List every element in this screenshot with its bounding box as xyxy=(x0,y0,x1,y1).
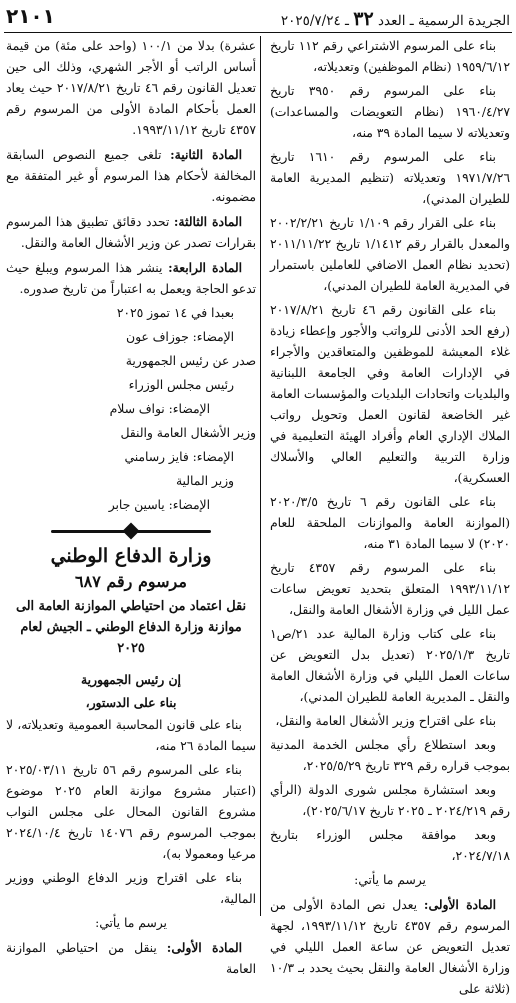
paragraph xyxy=(6,495,256,516)
article-label: المادة الأولى: xyxy=(166,940,243,955)
paragraph xyxy=(270,558,510,621)
paragraph xyxy=(6,36,256,141)
paragraph xyxy=(270,81,510,144)
paragraph-text: الإمضاء: نواف سلام xyxy=(109,402,210,416)
paragraph-text: الإمضاء: فايز رسامني xyxy=(124,450,234,464)
paragraph xyxy=(6,375,256,396)
paragraph-text: يرسم ما يأتي: xyxy=(354,873,426,887)
paragraph-text: وزير المالية xyxy=(175,474,234,488)
left-column xyxy=(6,36,256,983)
issue-date: ـ ٢٠٢٥/٧/٢٤ xyxy=(280,13,349,29)
paragraph-text: تلغى جميع النصوص السابقة المخالفة لأحكام هذا المرسوم أو غير المتفقة مع مضمونه. xyxy=(6,148,256,204)
paragraph xyxy=(6,447,256,468)
article-label: المادة الأولى: xyxy=(423,897,497,912)
section-ornament xyxy=(51,522,211,540)
paragraph-text: ينشر هذا المرسوم ويبلغ حيث تدعو الحاجة ويعمل به اعتباراً من تاريخ صدوره. xyxy=(6,261,256,296)
paragraph-text: الإمضاء: ياسين جابر xyxy=(108,498,210,512)
article-paragraph xyxy=(6,257,256,300)
right-column xyxy=(270,36,510,1003)
ornament-diamond xyxy=(123,523,140,540)
paragraph-text: الإمضاء: جوزاف عون xyxy=(126,330,234,344)
paragraph-text: بناء على المرسوم رقم ١٦١٠ تاريخ ١٩٧١/٧/٢٦ وتعديلاته (تنظيم المديرية العامة للطيران المدني)، xyxy=(270,150,510,206)
paragraph xyxy=(6,423,256,444)
previous-decree-end xyxy=(6,36,256,300)
paragraph xyxy=(270,780,510,822)
article-paragraph xyxy=(6,211,256,254)
paragraph-text: عشرة) بدلا من ١٠٠/١ (واحد على مئة) من قيمة أساس الراتب أو الأجر الشهري، وذلك الى حين تعديل القانون رقم ٤٦ تاريخ ٢٠١٧/٨/٢١ حيث يعاد العمل بأحكام المادة الأولى من المرسوم رقم ٤٣٥٧ تاريخ ١٩٩٣/١١/١٢. xyxy=(6,39,256,137)
paragraph xyxy=(270,492,510,555)
paragraph-text: رئيس مجلس الوزراء xyxy=(128,378,234,392)
decree-body xyxy=(6,715,256,980)
paragraph xyxy=(270,735,510,777)
paragraph xyxy=(270,300,510,489)
paragraph-text: وزير الأشغال العامة والنقل xyxy=(120,426,256,440)
decree-number: مرسوم رقم ٦٨٧ xyxy=(75,572,187,591)
president-line: إن رئيس الجمهورية xyxy=(81,672,181,687)
paragraph-text: بناء على المرسوم الاشتراعي رقم ١١٢ تاريخ ١٩٥٩/٦/١٢ (نظام الموظفين) وتعديلاته، xyxy=(270,39,510,74)
paragraph-text: يرسم ما يأتي: xyxy=(95,916,167,930)
gazette-title-text: الجريدة الرسمية ـ العدد xyxy=(378,13,510,29)
signatures-block xyxy=(6,303,256,516)
paragraph-text: بناء على القانون رقم ٦ تاريخ ٢٠٢٠/٣/٥ (الموازنة العامة والموازنات الملحقة للعام ٢٠٢٠) لا سيما المادة ٣١ منه، xyxy=(270,495,510,551)
paragraph xyxy=(270,624,510,708)
ministry-heading: وزارة الدفاع الوطني xyxy=(50,545,212,567)
paragraph-text: وبعد موافقة مجلس الوزراء بتاريخ ٢٠٢٤/٧/١٨، xyxy=(270,828,510,863)
article-paragraph xyxy=(270,894,510,1000)
paragraph xyxy=(6,351,256,372)
paragraph xyxy=(6,327,256,348)
paragraph xyxy=(6,913,256,934)
paragraph-text: بناء على المرسوم رقم ٤٣٥٧ تاريخ ١٩٩٣/١١/١٢ المتعلق بتحديد تعويض ساعات عمل الليل في وزارة الأشغال العامة والنقل، xyxy=(270,561,510,617)
paragraph-text: بناء على القرار رقم ١/١٠٩ تاريخ ٢٠٠٢/٢/٢١ والمعدل بالقرار رقم ١/١٤١٢ تاريخ ٢٠١١/١١/٢٢ (تحديد نظام العمل الاضافي للعاملين باستمرار في المديرية العامة للطيران المدني)، xyxy=(270,216,510,293)
constitution-line: بناء على الدستور، xyxy=(85,695,177,710)
article-label: المادة الثالثة: xyxy=(173,214,242,229)
column-divider xyxy=(260,36,261,916)
paragraph xyxy=(6,715,256,757)
page-header xyxy=(0,0,516,30)
paragraph-text: بناء على كتاب وزارة المالية عدد ٢١/ص١ تاريخ ٢٠٢٥/١/٣ (تعديل بدل التعويض عن ساعات العمل الليلي في وزارة الأشغال العامة والنقل ـ المديرية العامة للطيران المدني)، xyxy=(270,627,510,704)
paragraph xyxy=(270,147,510,210)
paragraph-text: بناء على المرسوم رقم ٣٩٥٠ تاريخ ١٩٦٠/٤/٢٧ (نظام التعويضات والمساعدات) وتعديلاته لا سيما المادة ٣٩ منه، xyxy=(270,84,510,140)
paragraph xyxy=(6,760,256,865)
paragraph xyxy=(270,36,510,78)
paragraph xyxy=(6,399,256,420)
paragraph-text: يعدل نص المادة الأولى من المرسوم رقم ٤٣٥٧ تاريخ ١٩٩٣/١١/١٢، لجهة تعديل التعويض عن ساعة العمل الليلي في وزارة الأشغال العامة والنقل بحيث يحدد بـ ١٠/٣ (ثلاثة على xyxy=(270,898,510,996)
header-rule xyxy=(4,32,512,33)
page-number: ٢١٠١ xyxy=(6,4,55,28)
paragraph-text: وبعد استشارة مجلس شورى الدولة (الرأي رقم ٢٠٢٤/٢١٩ ـ ٢٠٢٥ تاريخ ٢٠٢٥/٦/١٧)، xyxy=(270,783,510,818)
paragraph xyxy=(6,471,256,492)
article-label: المادة الثانية: xyxy=(170,147,242,162)
paragraph-text: بناء على القانون رقم ٤٦ تاريخ ٢٠١٧/٨/٢١ (رفع الحد الأدنى للرواتب والأجور وإعطاء زيادة غلاء المعيشة للموظفين والمتعاقدين والأجراء في الإدارات العامة وفي الجامعة اللبنانية والبلديات واتحادات البلديات والمؤسسات العامة غير الخاضعة لقانون العمل وتحويل رواتب الملاك الإداري العام وأفراد الهيئة التعليمية في وزارة التربية والتعليم العالي والأسلاك العسكرية)، xyxy=(270,303,510,485)
paragraph xyxy=(270,711,510,732)
gazette-title xyxy=(281,8,510,30)
paragraph-text: بناء على قانون المحاسبة العمومية وتعديلاته، لا سيما المادة ٢٦ منه، xyxy=(6,718,256,753)
article-paragraph xyxy=(6,144,256,208)
paragraph xyxy=(270,825,510,867)
paragraph-text: تحدد دقائق تطبيق هذا المرسوم بقرارات تصدر عن وزير الأشغال العامة والنقل. xyxy=(6,215,256,250)
paragraph-text: بعبدا في ١٤ تموز ٢٠٢٥ xyxy=(116,306,234,320)
paragraph-text: ينقل من احتياطي الموازنة العامة xyxy=(6,941,256,976)
paragraph xyxy=(6,303,256,324)
paragraph xyxy=(270,870,510,891)
paragraph xyxy=(270,213,510,297)
article-label: المادة الرابعة: xyxy=(168,260,242,275)
paragraph-text: صدر عن رئيس الجمهورية xyxy=(125,354,256,368)
paragraph xyxy=(6,868,256,910)
issue-number: ٣٢ xyxy=(353,8,374,30)
decree-title: نقل اعتماد من احتياطي الموازنة العامة الى موازنة وزارة الدفاع الوطني ـ الجيش لعام ٢٠٢٥ xyxy=(15,599,247,656)
paragraph-text: بناء على اقتراح وزير الأشغال العامة والنقل، xyxy=(275,714,496,728)
paragraph-text: بناء على اقتراح وزير الدفاع الوطني ووزير المالية، xyxy=(6,871,256,906)
paragraph-text: وبعد استطلاع رأي مجلس الخدمة المدنية بموجب قراره رقم ٣٢٩ تاريخ ٢٠٢٥/٥/٢٩، xyxy=(270,738,510,773)
article-paragraph xyxy=(6,937,256,980)
paragraph-text: بناء على المرسوم رقم ٥٦ تاريخ ٢٠٢٥/٠٣/١١ (اعتبار مشروع موازنة العام ٢٠٢٥ موضوع مشروع القانون المحال على مجلس النواب بموجب المرسوم رقم ١٤٠٧٦ تاريخ ٢٠٢٤/١٠/٤ مرعيا ومعمولا به)، xyxy=(6,763,256,861)
